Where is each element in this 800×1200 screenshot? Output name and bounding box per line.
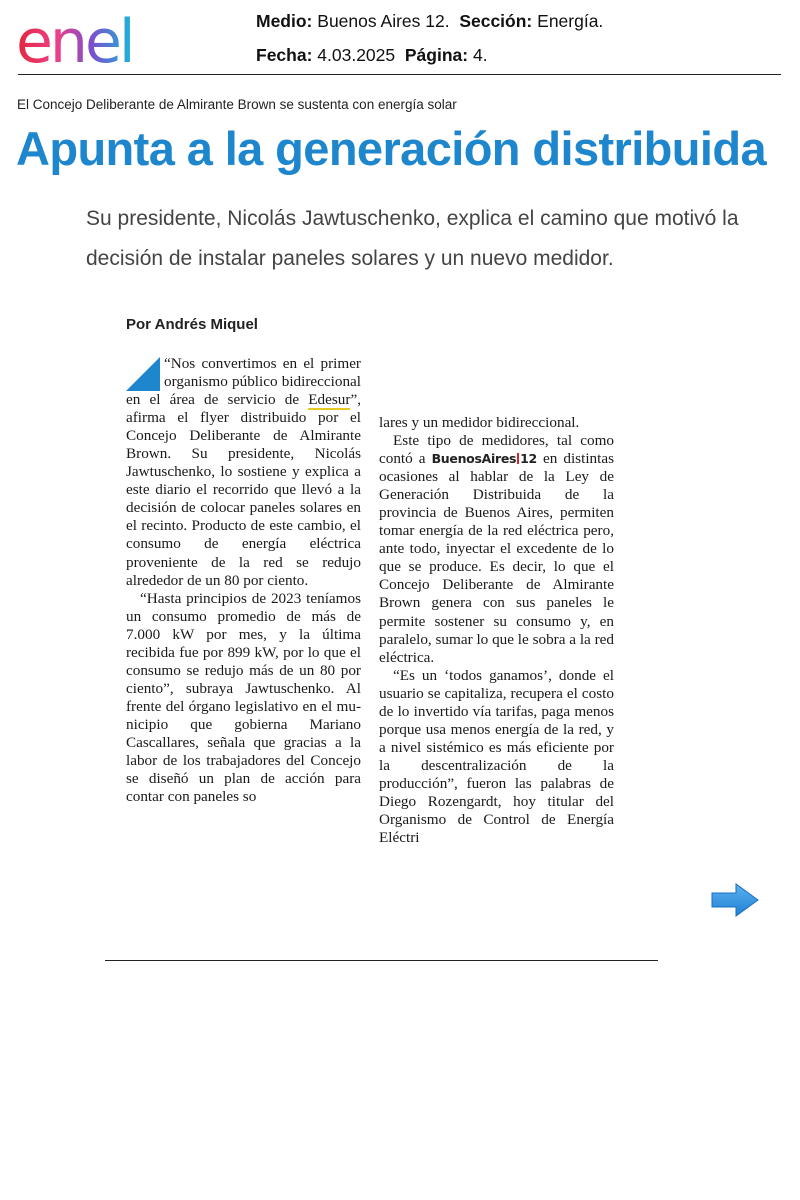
article-column-2 bbox=[379, 414, 614, 847]
meta-line-2 bbox=[256, 45, 488, 66]
column-1-paragraph-1 bbox=[126, 355, 361, 590]
paragraph-text: “Nos convertimos en el primer organismo público bidireccional en el área de servicio de bbox=[126, 355, 361, 409]
article-column-1 bbox=[126, 355, 361, 806]
paragraph-text: en distintas ocasiones al hablar de la Ley de Generación Distribuida de la provincia de Buenos Aires, permiten tomar energía de la red eléctrica pero, ante todo, inyectar el excedente de lo que se produce. Es decir, lo que el Concejo Deliberante de Almirante Brown genera con sus paneles le permite sostener su consumo y, en paralelo, sumar lo que le sobra a la red eléctrica. bbox=[379, 450, 615, 666]
footer-divider bbox=[105, 960, 658, 961]
svg-text:enel: enel bbox=[16, 8, 133, 70]
column-2-paragraph-3: “Es un ‘todos ganamos’, donde el usuario se capitaliza, recupera el costo de lo invertido vía tarifas, paga menos porque usa menos energía de la red, y a nivel sistémico es más eficiente por la descentralización de la producción”, fueron las palabras de Diego Rozengardt, hoy titular del Organismo de Control de Energía Eléctri bbox=[379, 666, 614, 847]
meta-line-1 bbox=[256, 11, 603, 32]
fecha-value: 4.03.2025 bbox=[317, 45, 396, 65]
buenosaires12-brand bbox=[432, 451, 537, 466]
paragraph-text: Este tipo de medidores, tal como contó a bbox=[379, 432, 614, 468]
edesur-highlight: Edesur bbox=[308, 391, 351, 409]
column-2-paragraph-2 bbox=[379, 432, 614, 667]
brand-number: 12 bbox=[520, 451, 537, 467]
triangle-dropcap-icon bbox=[126, 357, 160, 391]
paragraph-text: ”, afirma el flyer distribuido por el Concejo Deliberante de Almirante Brown. Su presidente, Nicolás Jawtuschenko, lo sostiene y explica a este diario el recorrido que llevó a la decisión de colocar paneles solares en el recinto. Producto de este cambio, el consumo de energía eléctrica proveniente de la red se redujo alrededor de un 80 por ciento. bbox=[126, 391, 361, 589]
brand-separator bbox=[517, 453, 519, 464]
next-page-arrow-icon[interactable] bbox=[710, 882, 760, 918]
article-subhead: Su presidente, Nicolás Jawtuschenko, explica el camino que motivó la decisión de instalar paneles solares y un nuevo medidor. bbox=[86, 207, 739, 270]
column-1-paragraph-2: “Hasta principios de 2023 teníamos un consumo promedio de más de 7.000 kW por mes, y la última recibida fue por 899 kW, por lo que el consumo se redujo más de un 80 por ciento”, subraya Jawtuschenko. Al frente del órgano legislativo en el municipio que gobierna Mariano Cascallares, señala que gracias a la labor de los trabajadores del Concejo se diseñó un plan de acción para contar con paneles so bbox=[126, 589, 361, 806]
medio-value: Buenos Aires 12. bbox=[317, 11, 450, 31]
column-2-paragraph-1: lares y un medidor bidireccional. bbox=[379, 414, 580, 431]
seccion-label: Sección: bbox=[459, 11, 533, 31]
article-kicker: El Concejo Deliberante de Almirante Brown se sustenta con energía solar bbox=[17, 97, 457, 112]
article-headline: Apunta a la generación distribuida bbox=[16, 122, 767, 175]
brand-name: BuenosAires bbox=[431, 451, 517, 467]
header-divider bbox=[18, 74, 781, 75]
pagina-label: Página: bbox=[404, 45, 469, 65]
enel-logo bbox=[16, 8, 176, 70]
pagina-value: 4. bbox=[472, 45, 488, 65]
medio-label: Medio: bbox=[256, 11, 313, 31]
seccion-value: Energía. bbox=[537, 11, 604, 31]
article-byline: Por Andrés Miquel bbox=[126, 316, 258, 333]
fecha-label: Fecha: bbox=[256, 45, 313, 65]
